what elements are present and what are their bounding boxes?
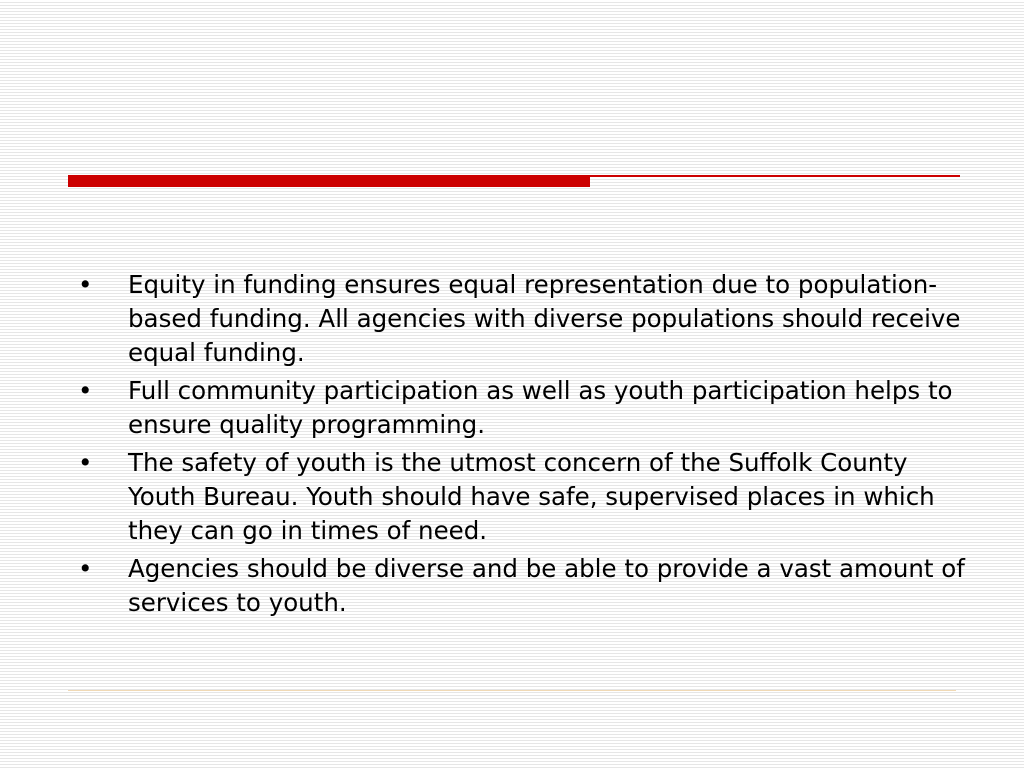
bullet-text: Full community participation as well as youth participation helps to ensure quality programming. [128,376,953,439]
bullet-marker: • [78,448,93,477]
title-accent-bar [68,175,590,187]
bullet-list [74,268,974,624]
footer-divider [68,690,956,691]
bullet-text: Agencies should be diverse and be able to provide a vast amount of services to youth. [128,554,965,617]
bullet-item [74,268,974,370]
bullet-item [74,446,974,548]
bullet-marker: • [78,376,93,405]
bullet-item [74,374,974,442]
title-accent-line [590,175,960,177]
bullet-text: Equity in funding ensures equal representation due to population-based funding. All agencies with diverse populations should receive equal funding. [128,270,961,367]
bullet-item [74,552,974,620]
bullet-marker: • [78,554,93,583]
bullet-marker: • [78,270,93,299]
bullet-text: The safety of youth is the utmost concern of the Suffolk County Youth Bureau. Youth should have safe, supervised places in which they can go in times of need. [128,448,935,545]
